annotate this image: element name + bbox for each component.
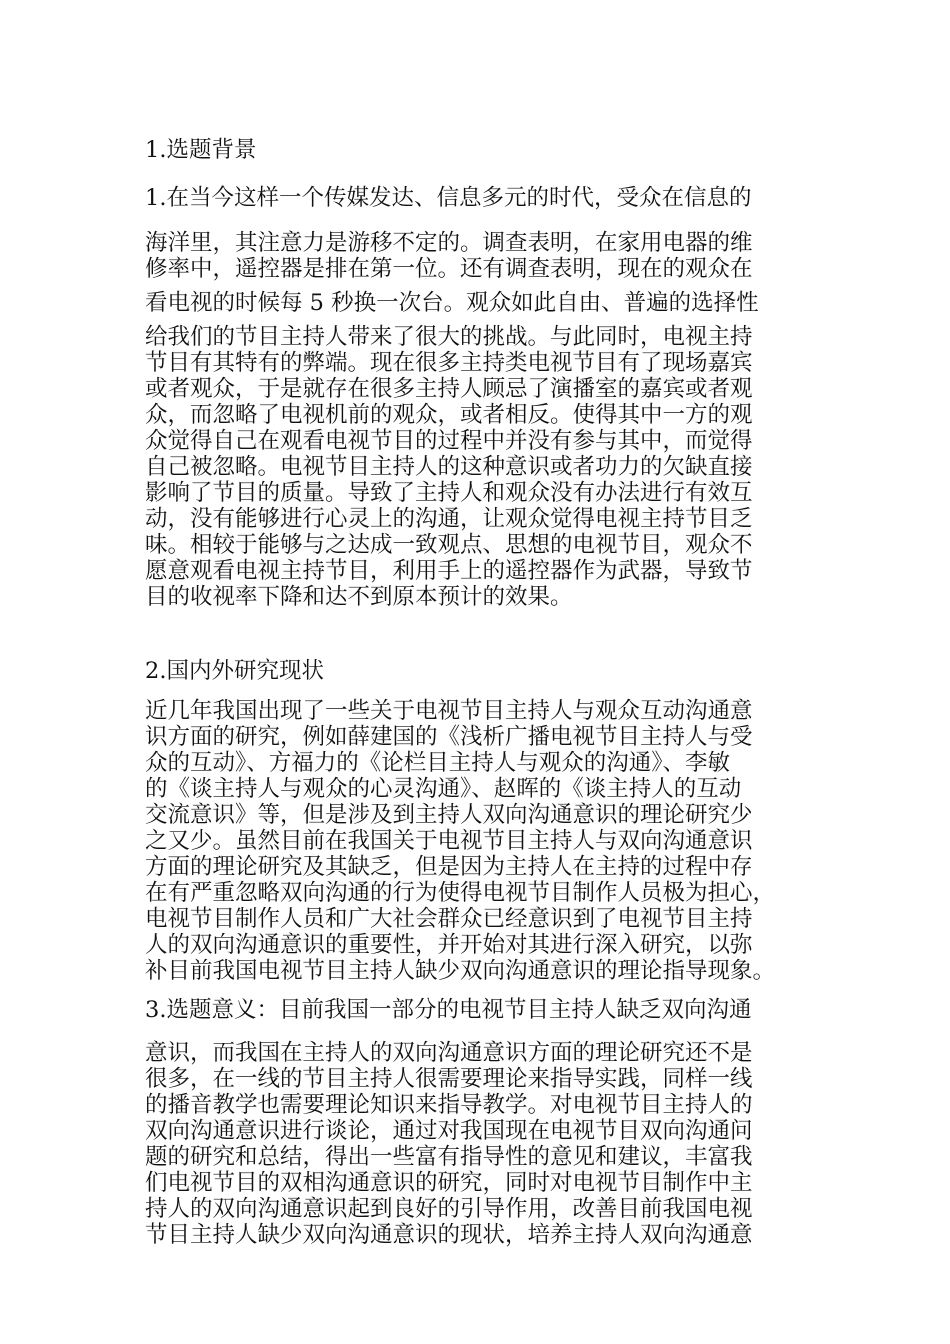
text-line: 方面的理论研究及其缺乏，但是因为主持人在主持的过程中存	[145, 854, 753, 880]
text-line: 味。相较于能够与之达成一致观点、思想的电视节目，观众不	[145, 532, 753, 558]
text-line: 影响了节目的质量。导致了主持人和观众没有办法进行有效互	[145, 480, 753, 506]
text-line: 的播音教学也需要理论知识来指导教学。对电视节目主持人的	[145, 1092, 753, 1118]
text-line: 持人的双向沟通意识起到良好的引导作用，改善目前我国电视	[145, 1196, 753, 1222]
text-line: 双向沟通意识进行谈论，通过对我国现在电视节目双向沟通问	[145, 1118, 753, 1144]
text-line: 交流意识》等，但是涉及到主持人双向沟通意识的理论研究少	[145, 802, 753, 828]
section-heading-significance: 3.选题意义：目前我国一部分的电视节目主持人缺乏双向沟通	[145, 997, 752, 1023]
text-line: 看电视的时候每 5 秒换一次台。观众如此自由、普遍的选择性	[145, 290, 759, 316]
text-line: 众，而忽略了电视机前的观众，或者相反。使得其中一方的观	[145, 402, 753, 428]
text-line: 在有严重忽略双向沟通的行为使得电视节目制作人员极为担心，	[145, 880, 776, 906]
text-line: 1.在当今这样一个传媒发达、信息多元的时代，受众在信息的	[145, 185, 752, 211]
text-line: 或者观众，于是就存在很多主持人顾忌了演播室的嘉宾或者观	[145, 376, 753, 402]
text-line: 修率中，遥控器是排在第一位。还有调查表明，现在的观众在	[145, 256, 753, 282]
text-line: 补目前我国电视节目主持人缺少双向沟通意识的理论指导现象。	[145, 958, 776, 984]
text-line: 给我们的节目主持人带来了很大的挑战。与此同时，电视主持	[145, 324, 753, 350]
section-heading-background: 1.选题背景	[145, 137, 257, 163]
text-line: 自己被忽略。电视节目主持人的这种意识或者功力的欠缺直接	[145, 454, 753, 480]
text-line: 意识，而我国在主持人的双向沟通意识方面的理论研究还不是	[145, 1040, 753, 1066]
text-line: 节目主持人缺少双向沟通意识的现状，培养主持人双向沟通意	[145, 1222, 753, 1248]
section-heading-research-status: 2.国内外研究现状	[145, 658, 324, 684]
text-line: 近几年我国出现了一些关于电视节目主持人与观众互动沟通意	[145, 698, 753, 724]
text-line: 动，没有能够进行心灵上的沟通，让观众觉得电视主持节目乏	[145, 506, 753, 532]
text-line: 众觉得自己在观看电视节目的过程中并没有参与其中，而觉得	[145, 428, 753, 454]
text-line: 题的研究和总结，得出一些富有指导性的意见和建议，丰富我	[145, 1144, 753, 1170]
text-line: 众的互动》、方福力的《论栏目主持人与观众的沟通》、李敏	[145, 750, 731, 776]
text-line: 很多，在一线的节目主持人很需要理论来指导实践，同样一线	[145, 1066, 753, 1092]
text-line: 目的收视率下降和达不到原本预计的效果。	[145, 584, 573, 610]
text-line: 之又少。虽然目前在我国关于电视节目主持人与双向沟通意识	[145, 828, 753, 854]
text-line: 人的双向沟通意识的重要性，并开始对其进行深入研究，以弥	[145, 932, 753, 958]
text-line: 愿意观看电视主持节目，利用手上的遥控器作为武器，导致节	[145, 558, 753, 584]
text-line: 电视节目制作人员和广大社会群众已经意识到了电视节目主持	[145, 906, 753, 932]
text-line: 节目有其特有的弊端。现在很多主持类电视节目有了现场嘉宾	[145, 350, 753, 376]
text-line: 海洋里，其注意力是游移不定的。调查表明，在家用电器的维	[145, 230, 753, 256]
text-line: 的《谈主持人与观众的心灵沟通》、赵晖的《谈主持人的互动	[145, 776, 742, 802]
text-line: 们电视节目的双相沟通意识的研究，同时对电视节目制作中主	[145, 1170, 753, 1196]
text-line: 识方面的研究，例如薛建国的《浅析广播电视节目主持人与受	[145, 724, 753, 750]
